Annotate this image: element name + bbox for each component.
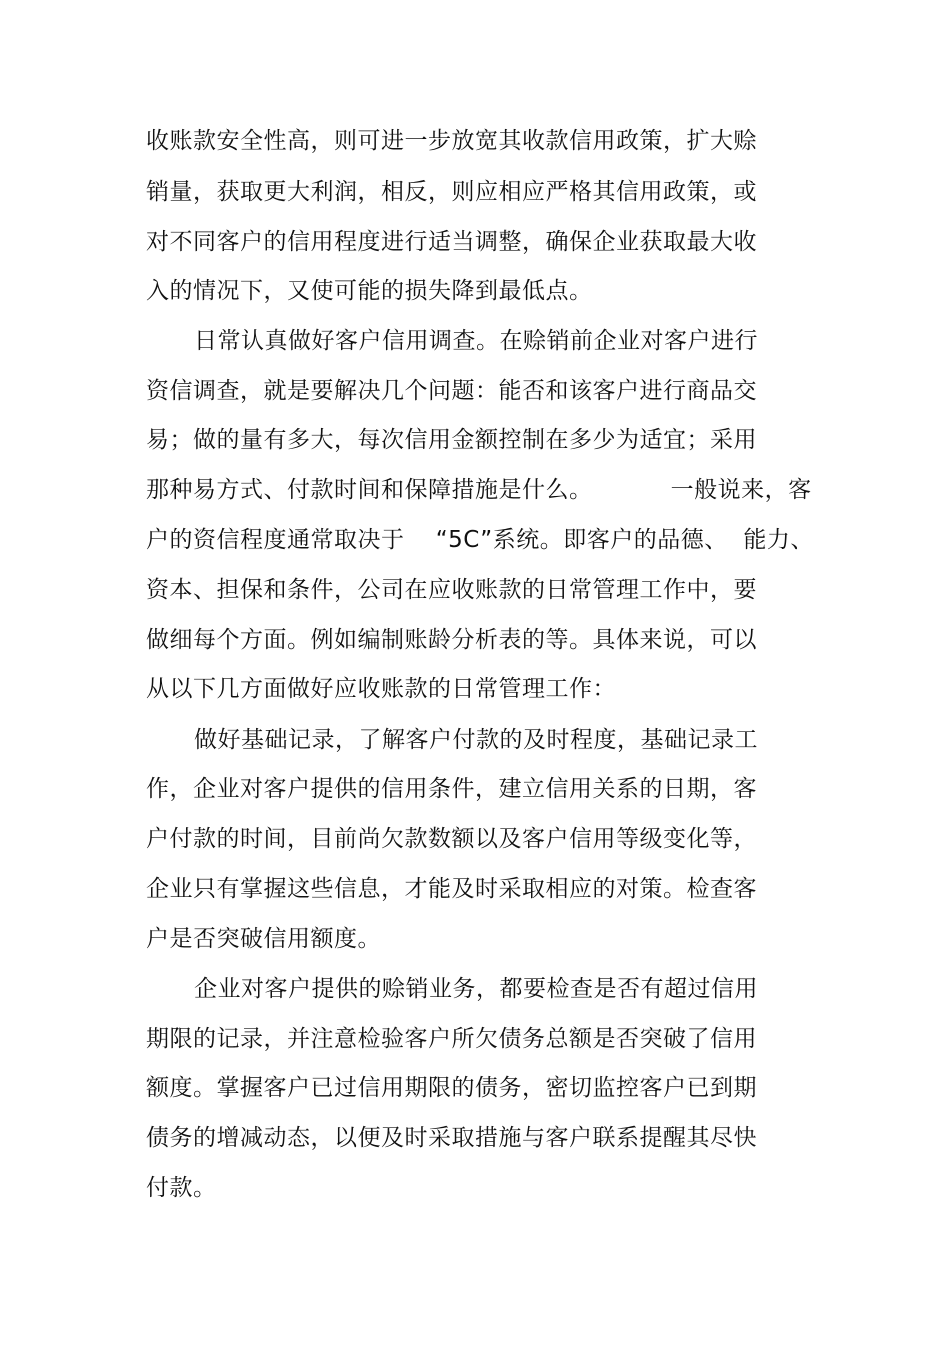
text-line: 额度。掌握客户已过信用期限的债务，密切监控客户已到期 <box>146 1075 757 1101</box>
text-line: 收账款安全性高，则可进一步放宽其收款信用政策，扩大赊 <box>146 128 757 154</box>
paragraph-start-line: 做好基础记录，了解客户付款的及时程度，基础记录工 <box>194 727 758 753</box>
text-line: 户是否突破信用额度。 <box>146 926 381 952</box>
text-line: 付款。 <box>146 1175 217 1201</box>
text-line: 做细每个方面。例如编制账龄分析表的等。具体来说，可以 <box>146 627 757 653</box>
text-line: 资信调查，就是要解决几个问题：能否和该客户进行商品交 <box>146 378 757 404</box>
text-line: 户的资信程度通常取决于 “5C”系统。即客户的品德、 能力、 <box>146 527 814 553</box>
paragraph-start-line: 企业对客户提供的赊销业务，都要检查是否有超过信用 <box>194 976 758 1002</box>
text-line: 入的情况下，又使可能的损失降到最低点。 <box>146 278 593 304</box>
text-line: 债务的增减动态，以便及时采取措施与客户联系提醒其尽快 <box>146 1125 757 1151</box>
text-line: 对不同客户的信用程度进行适当调整，确保企业获取最大收 <box>146 229 757 255</box>
text-line: 易；做的量有多大，每次信用金额控制在多少为适宜；采用 <box>146 427 757 453</box>
text-line: 作，企业对客户提供的信用条件，建立信用关系的日期，客 <box>146 776 757 802</box>
text-line: 从以下几方面做好应收账款的日常管理工作： <box>146 676 616 702</box>
text-line: 企业只有掌握这些信息，才能及时采取相应的对策。检查客 <box>146 876 757 902</box>
paragraph-start-line: 日常认真做好客户信用调查。在赊销前企业对客户进行 <box>194 328 758 354</box>
text-line: 销量，获取更大利润，相反，则应相应严格其信用政策，或 <box>146 179 757 205</box>
text-line: 期限的记录，并注意检验客户所欠债务总额是否突破了信用 <box>146 1026 757 1052</box>
text-line: 户付款的时间，目前尚欠款数额以及客户信用等级变化等， <box>146 826 757 852</box>
text-line: 资本、担保和条件，公司在应收账款的日常管理工作中，要 <box>146 577 757 603</box>
text-line: 那种易方式、付款时间和保障措施是什么。 一般说来，客 <box>146 477 812 503</box>
